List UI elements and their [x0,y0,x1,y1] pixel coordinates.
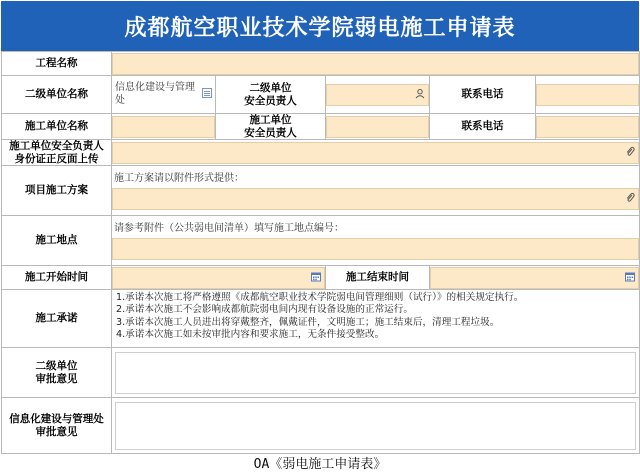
row-id-upload [2,140,640,166]
site-hint: 请参考附件（公共弱电间清单）填写施工地点编号： [114,223,344,234]
commitment-item: 1.承诺本次施工将严格遵照《成都航空职业技术学院弱电间管理细则（试行）》的相关规定执行。 [116,292,524,303]
paperclip-icon[interactable] [625,192,635,206]
row-department [2,76,640,114]
dept-select-value: 信息化建设与管理处 [115,81,195,106]
contact-phone-label-1: 联系电话 [430,76,536,114]
commitment-list [112,290,639,343]
it-approval-field[interactable] [115,402,636,450]
contractor-input[interactable] [112,116,215,138]
commitment-item: 3.承诺本次施工人员进出将穿戴整齐，佩戴证件，文明施工；施工结束后，清理工程垃圾。 [116,316,500,328]
dept-security-label: 二级单位 安全员责人 [216,76,326,114]
plan-hint: 施工方案请以附件形式提供： [114,173,244,184]
project-name-input[interactable] [112,53,639,75]
figure-caption: OA《弱电施工申请表》 [253,457,387,472]
person-icon[interactable] [415,88,425,101]
commitment-item: 4.承诺本次施工如未按审批内容和要求施工，无条件接受整改。 [116,328,385,340]
plan-upload-field[interactable] [112,188,639,210]
row-dept-approval [2,348,640,398]
project-name-label: 工程名称 [2,52,112,76]
calendar-icon[interactable] [311,271,321,284]
row-site [2,216,640,266]
list-icon[interactable] [202,88,212,101]
row-project-name [2,52,640,76]
paperclip-icon[interactable] [625,146,635,160]
id-upload-label: 施工单位安全负责人 身份证正反面上传 [2,140,112,166]
it-approval-label: 信息化建设与管理处 审批意见 [2,398,112,454]
end-time-input[interactable] [430,267,639,289]
end-time-label: 施工结束时间 [326,266,430,290]
row-commitment [2,290,640,348]
row-time [2,266,640,290]
site-input[interactable] [112,238,639,260]
start-time-label: 施工开始时间 [2,266,112,290]
form-title: 成都航空职业技术学院弱电施工申请表 [1,1,639,51]
dept-select[interactable] [112,78,215,112]
plan-label: 项目施工方案 [2,166,112,216]
dept-label: 二级单位名称 [2,76,112,114]
dept-approval-field[interactable] [115,352,636,394]
contact-phone-input-2[interactable] [536,116,639,138]
row-it-approval [2,398,640,454]
row-contractor [2,114,640,140]
contractor-label: 施工单位名称 [2,114,112,140]
row-plan [2,166,640,216]
application-form-table [1,51,640,454]
calendar-icon[interactable] [625,271,635,284]
contractor-security-label: 施工单位 安全员责人 [216,114,326,140]
dept-approval-label: 二级单位 审批意见 [2,348,112,398]
commitment-item: 2.承诺本次施工不会影响成都航院弱电间内现有设备设施的正常运行。 [116,304,413,316]
dept-security-input[interactable] [326,84,429,106]
start-time-input[interactable] [112,267,325,289]
contact-phone-label-2: 联系电话 [430,114,536,140]
id-upload-field[interactable] [112,142,639,164]
contact-phone-input-1[interactable] [536,84,639,106]
commitment-label: 施工承诺 [2,290,112,348]
contractor-security-input[interactable] [326,116,429,138]
site-label: 施工地点 [2,216,112,266]
